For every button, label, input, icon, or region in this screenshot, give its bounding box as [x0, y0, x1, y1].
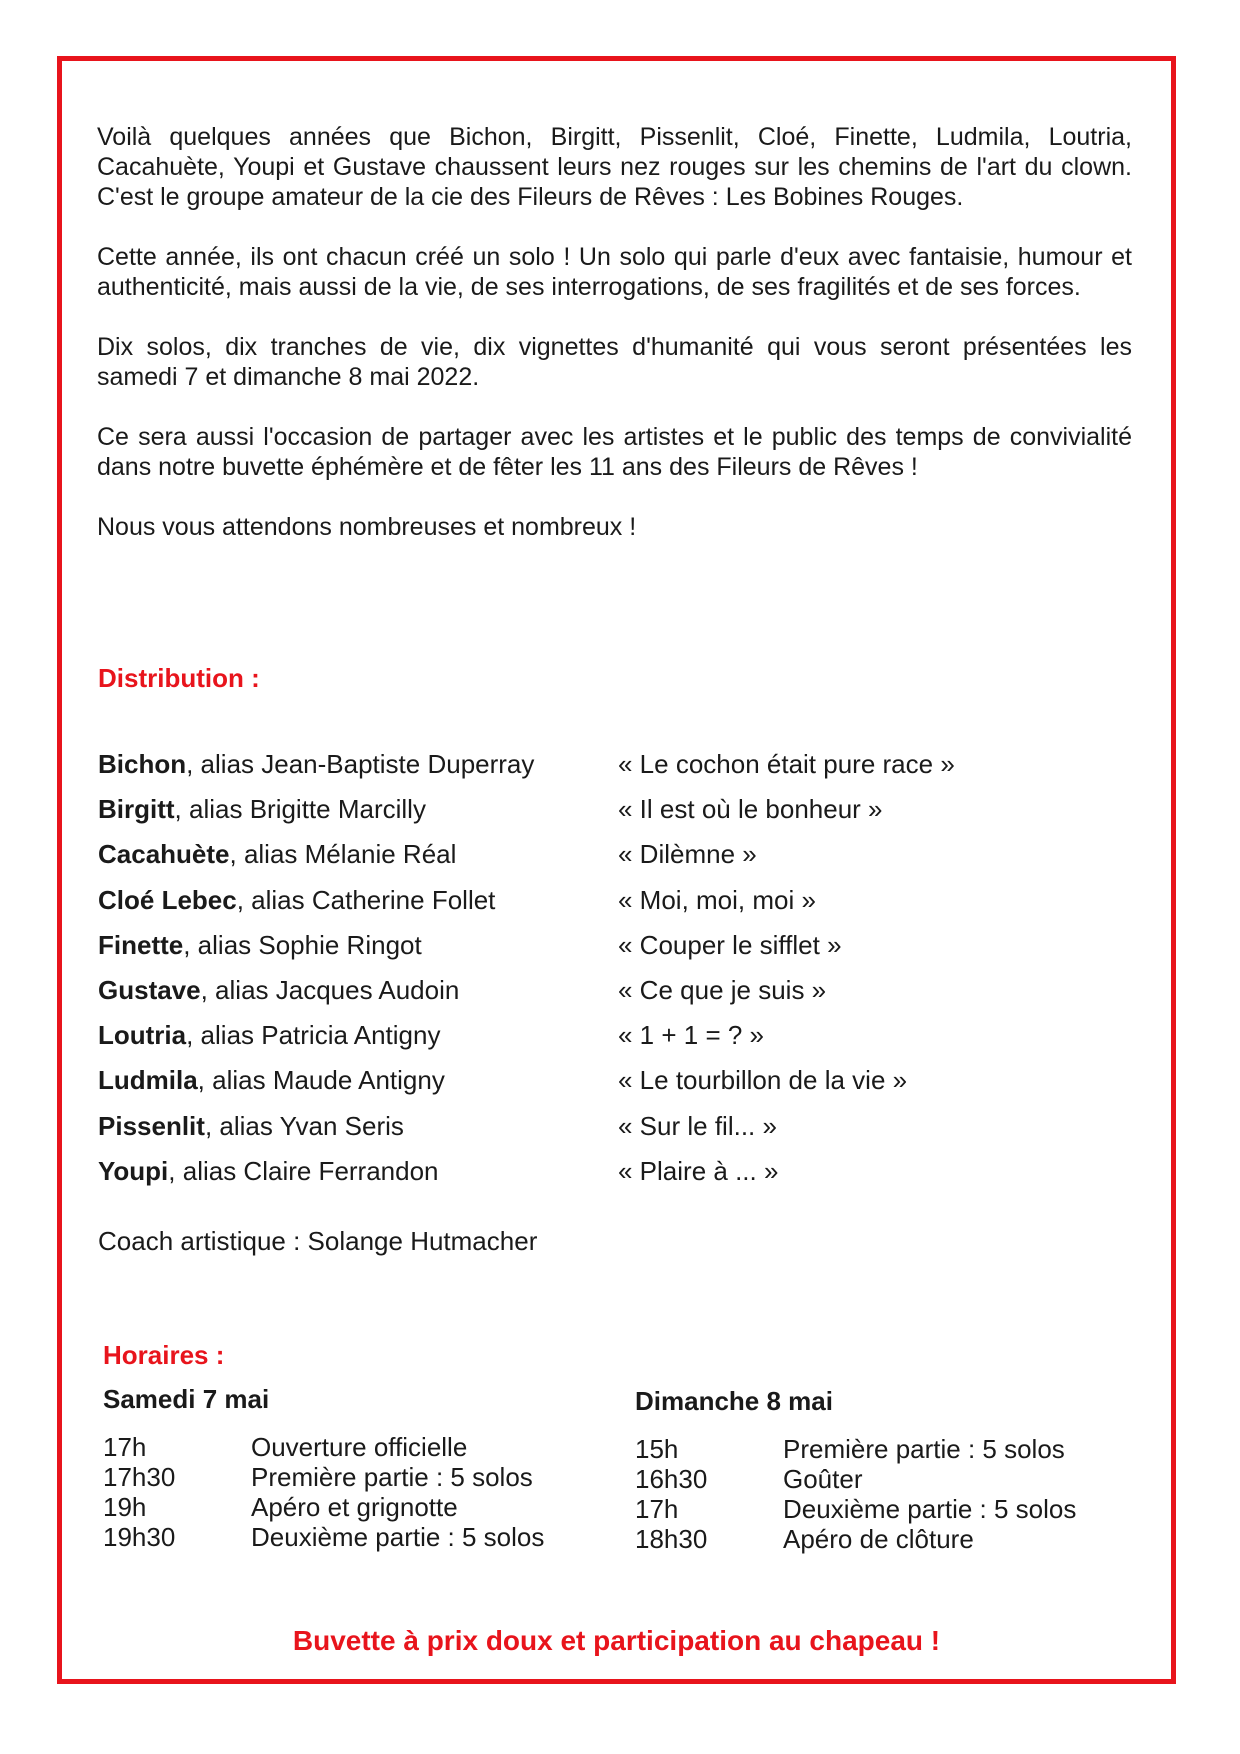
schedule-event: Première partie : 5 solos: [783, 1434, 1065, 1464]
actor-alias: , alias Catherine Follet: [236, 884, 496, 915]
cast-list: [98, 742, 1138, 1194]
solo-title: « Moi, moi, moi »: [618, 884, 816, 915]
schedule-time: 17h: [103, 1432, 147, 1462]
schedule-row: [103, 1432, 573, 1462]
clown-name: Birgitt: [98, 794, 175, 825]
schedule-event: Apéro de clôture: [783, 1524, 974, 1554]
cast-row: [98, 1058, 1138, 1103]
sunday-title: Dimanche 8 mai: [635, 1386, 833, 1416]
schedule-time: 17h: [635, 1494, 679, 1524]
actor-alias: , alias Patricia Antigny: [186, 1020, 441, 1051]
actor-alias: , alias Mélanie Réal: [229, 839, 457, 870]
clown-name: Cacahuète: [98, 839, 230, 870]
schedule-time: 19h30: [103, 1522, 176, 1552]
clown-name: Finette: [98, 929, 184, 960]
intro-paragraph: Dix solos, dix tranches de vie, dix vignettes d'humanité qui vous seront présentées les samedi 7 et dimanche 8 mai 2022.: [97, 333, 1132, 391]
actor-alias: , alias Sophie Ringot: [183, 929, 422, 960]
solo-title: « Ce que je suis »: [618, 975, 827, 1006]
intro-text: [97, 122, 1132, 572]
cast-row: [98, 878, 1138, 923]
actor-alias: , alias Claire Ferrandon: [168, 1155, 439, 1186]
intro-paragraph: Ce sera aussi l'occasion de partager avec les artistes et le public des temps de convivialité dans notre buvette éphémère et de fêter les 11 ans des Fileurs de Rêves !: [97, 423, 1132, 481]
intro-paragraph: Nous vous attendons nombreuses et nombreux !: [97, 513, 637, 541]
schedule-time: 19h: [103, 1492, 147, 1522]
clown-name: Loutria: [98, 1020, 187, 1051]
schedule-time: 16h30: [635, 1464, 708, 1494]
intro-paragraph: Voilà quelques années que Bichon, Birgitt, Pissenlit, Cloé, Finette, Ludmila, Loutria, Cacahuète, Youpi et Gustave chaussent leurs nez rouges sur les chemins de l'art du clown. C'est le groupe amateur de la cie des Fileurs de Rêves : Les Bobines Rouges.: [97, 123, 1132, 211]
solo-title: « Couper le sifflet »: [618, 929, 842, 960]
clown-name: Youpi: [98, 1155, 169, 1186]
sunday-schedule: [635, 1386, 1105, 1554]
schedule-event: Deuxième partie : 5 solos: [783, 1494, 1077, 1524]
schedule-row: [635, 1494, 1105, 1524]
solo-title: « 1 + 1 = ? »: [618, 1020, 765, 1051]
solo-title: « Le tourbillon de la vie »: [618, 1065, 908, 1096]
cast-row: [98, 1013, 1138, 1058]
distribution-title: Distribution :: [98, 663, 260, 693]
footer-message: Buvette à prix doux et participation au chapeau !: [292, 1625, 941, 1656]
schedule-row: [635, 1464, 1105, 1494]
saturday-title: Samedi 7 mai: [103, 1384, 270, 1414]
solo-title: « Il est où le bonheur »: [618, 794, 883, 825]
cast-row: [98, 968, 1138, 1013]
cast-row: [98, 1104, 1138, 1149]
cast-row: [98, 742, 1138, 787]
clown-name: Bichon: [98, 749, 187, 780]
intro-paragraph: Cette année, ils ont chacun créé un solo ! Un solo qui parle d'eux avec fantaisie, humour et authenticité, mais aussi de la vie, de ses interrogations, de ses fragilités et de ses forces.: [97, 243, 1132, 301]
schedule-event: Goûter: [783, 1464, 863, 1494]
saturday-schedule: [103, 1384, 573, 1552]
schedule-event: Apéro et grignotte: [251, 1492, 458, 1522]
schedule-time: 15h: [635, 1434, 679, 1464]
actor-alias: , alias Jacques Audoin: [200, 975, 460, 1006]
schedule-row: [103, 1492, 573, 1522]
solo-title: « Plaire à ... »: [618, 1155, 779, 1186]
schedule-row: [635, 1434, 1105, 1464]
solo-title: « Sur le fil... »: [618, 1110, 777, 1141]
schedule-row: [103, 1462, 573, 1492]
solo-title: « Dilèmne »: [618, 839, 757, 870]
cast-row: [98, 923, 1138, 968]
schedule-time: 18h30: [635, 1524, 708, 1554]
clown-name: Gustave: [98, 975, 201, 1006]
actor-alias: , alias Jean-Baptiste Duperray: [186, 749, 535, 780]
actor-alias: , alias Yvan Seris: [204, 1110, 404, 1141]
coach-line: Coach artistique : Solange Hutmacher: [98, 1226, 538, 1256]
cast-row: [98, 832, 1138, 877]
clown-name: Cloé Lebec: [98, 884, 237, 915]
schedule-event: Ouverture officielle: [251, 1432, 468, 1462]
schedule-row: [635, 1524, 1105, 1554]
schedule-title: Horaires :: [103, 1340, 225, 1370]
cast-row: [98, 1149, 1138, 1194]
clown-name: Pissenlit: [98, 1110, 205, 1141]
solo-title: « Le cochon était pure race »: [618, 749, 955, 780]
schedule-event: Première partie : 5 solos: [251, 1462, 533, 1492]
actor-alias: , alias Brigitte Marcilly: [174, 794, 426, 825]
schedule-time: 17h30: [103, 1462, 176, 1492]
actor-alias: , alias Maude Antigny: [197, 1065, 445, 1096]
clown-name: Ludmila: [98, 1065, 198, 1096]
schedule-event: Deuxième partie : 5 solos: [251, 1522, 545, 1552]
schedule-row: [103, 1522, 573, 1552]
cast-row: [98, 787, 1138, 832]
